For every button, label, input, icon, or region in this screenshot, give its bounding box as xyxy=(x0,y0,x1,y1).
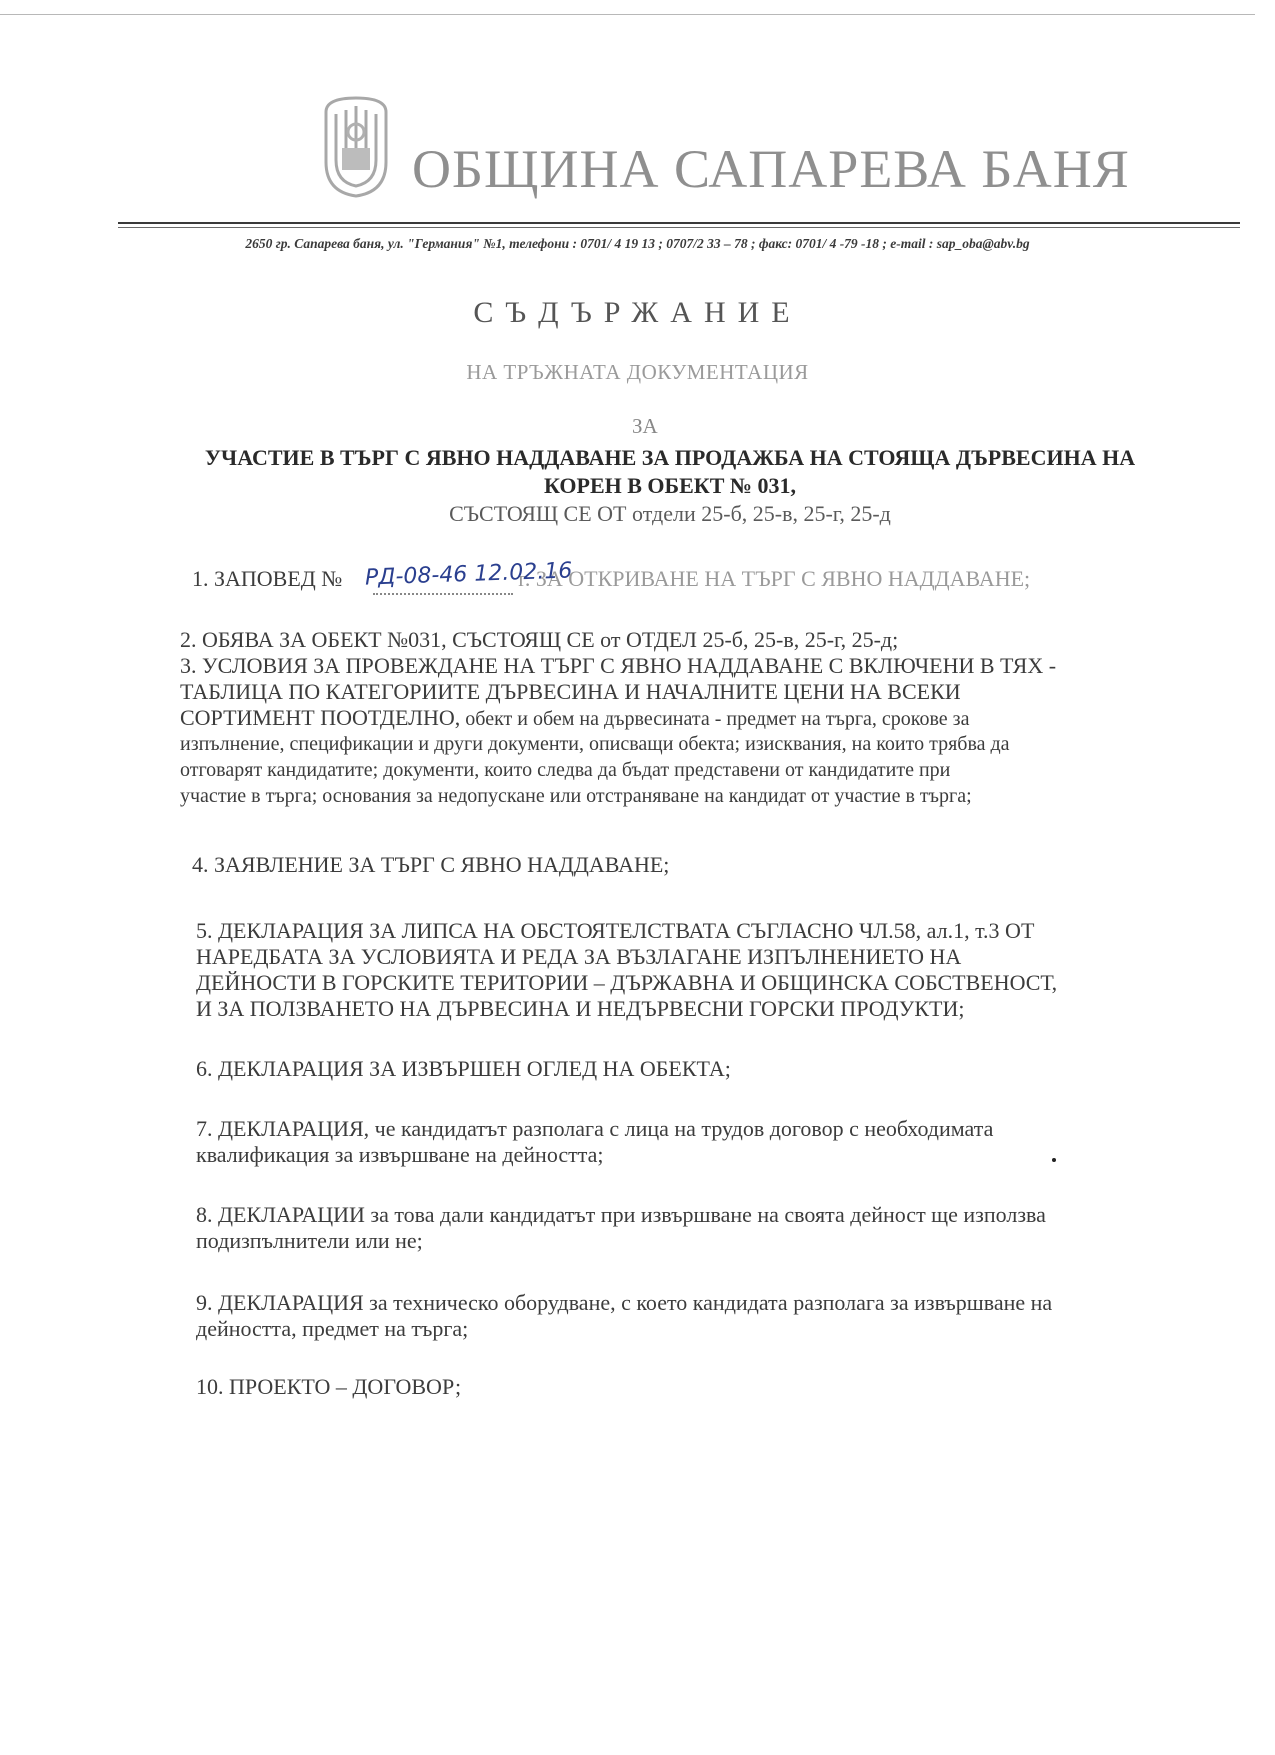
list-item-8-line-1: 8. ДЕКЛАРАЦИИ за това дали кандидатът при извършване на своята дейност ще използва xyxy=(196,1202,1046,1227)
list-item-3-line-6: участие в търга; основания за недопускане или отстраняване на кандидат от участие в търга; xyxy=(180,785,972,807)
list-item-5-line-1: 5. ДЕКЛАРАЦИЯ ЗА ЛИПСА НА ОБСТОЯТЕЛСТВАТА СЪГЛАСНО ЧЛ.58, ал.1, т.3 ОТ xyxy=(196,918,1035,943)
list-item-9-line-2: дейността, предмет на търга; xyxy=(196,1316,469,1341)
pen-mark xyxy=(1052,1158,1056,1162)
list-item-5-line-2: НАРЕДБАТА ЗА УСЛОВИЯТА И РЕДА ЗА ВЪЗЛАГАНЕ ИЗПЪЛНЕНИЕТО НА xyxy=(196,944,962,969)
item-1-prefix: 1. ЗАПОВЕД № xyxy=(192,566,343,591)
list-item-3-line-3 xyxy=(180,705,969,732)
list-item-3-line-2: ТАБЛИЦА ПО КАТЕГОРИИТЕ ДЪРВЕСИНА И НАЧАЛНИТЕ ЦЕНИ НА ВСЕКИ xyxy=(180,679,961,704)
handwritten-order-number: РД-08-46 12.02.16 xyxy=(364,558,573,591)
list-item-3-line-4: изпълнение, спецификации и други документи, описващи обекта; изисквания, на които трябва да xyxy=(180,733,1010,755)
heading-line-3: СЪСТОЯЩ СЕ ОТ отдели 25-б, 25-в, 25-г, 25-д xyxy=(449,501,891,526)
municipality-name: ОБЩИНА САПАРЕВА БАНЯ xyxy=(412,139,1130,199)
list-item-7-line-1: 7. ДЕКЛАРАЦИЯ, че кандидатът разполага с лица на трудов договор с необходимата xyxy=(196,1116,994,1141)
list-item-6: 6. ДЕКЛАРАЦИЯ ЗА ИЗВЪРШЕН ОГЛЕД НА ОБЕКТА; xyxy=(196,1056,731,1081)
list-item-1 xyxy=(192,566,1030,592)
document-subtitle: НА ТРЪЖНАТА ДОКУМЕНТАЦИЯ xyxy=(466,360,809,384)
tender-heading xyxy=(120,444,1220,528)
list-item-5-line-4: И ЗА ПОЛЗВАНЕТО НА ДЪРВЕСИНА И НЕДЪРВЕСНИ ГОРСКИ ПРОДУКТИ; xyxy=(196,996,965,1021)
item-3-object-volume: обект и обем на дървесината - предмет на търга, срокове за xyxy=(460,708,970,730)
contact-address: 2650 гр. Сапарева баня, ул. "Германия" №1, телефони : 0701/ 4 19 13 ; 0707/2 33 – 78 ; факс: 0701/ 4 -79 -18 ; e-mail : sap_oba@abv.bg xyxy=(245,236,1030,251)
fill-in-dots xyxy=(373,593,513,595)
document-title: СЪДЪРЖАНИЕ xyxy=(473,296,802,329)
za-label: ЗА xyxy=(632,414,658,438)
item-3-sortiment: СОРТИМЕНТ ПООТДЕЛНО, xyxy=(180,705,461,730)
heading-line-2: КОРЕН В ОБЕКТ № 031, xyxy=(544,473,796,498)
heading-line-1: УЧАСТИЕ В ТЪРГ С ЯВНО НАДДАВАНЕ ЗА ПРОДАЖБА НА СТОЯЩА ДЪРВЕСИНА НА xyxy=(204,445,1136,470)
list-item-7-line-2: квалификация за извършване на дейността; xyxy=(196,1142,604,1167)
header-divider xyxy=(118,222,1240,224)
list-item-9-line-1: 9. ДЕКЛАРАЦИЯ за техническо оборудване, с което кандидата разполага за извършване на xyxy=(196,1290,1053,1315)
list-item-3-line-1: 3. УСЛОВИЯ ЗА ПРОВЕЖДАНЕ НА ТЪРГ С ЯВНО НАДДАВАНЕ С ВКЛЮЧЕНИ В ТЯХ - xyxy=(180,653,1057,678)
list-item-5-line-3: ДЕЙНОСТИ В ГОРСКИТЕ ТЕРИТОРИИ – ДЪРЖАВНА И ОБЩИНСКА СОБСТВЕНОСТ, xyxy=(196,970,1058,995)
header-divider-thin xyxy=(118,227,1240,228)
list-item-2: 2. ОБЯВА ЗА ОБЕКТ №031, СЪСТОЯЩ СЕ от ОТДЕЛ 25-б, 25-в, 25-г, 25-д; xyxy=(180,627,899,652)
list-item-4: 4. ЗАЯВЛЕНИЕ ЗА ТЪРГ С ЯВНО НАДДАВАНЕ; xyxy=(192,852,670,877)
item-1-suffix: г. ЗА ОТКРИВАНЕ НА ТЪРГ С ЯВНО НАДДАВАНЕ; xyxy=(518,566,1031,591)
list-item-8-line-2: подизпълнители или не; xyxy=(196,1228,423,1253)
list-item-10: 10. ПРОЕКТО – ДОГОВОР; xyxy=(196,1374,462,1399)
coat-of-arms-icon xyxy=(312,92,400,200)
list-item-3-line-5: отговарят кандидатите; документи, които следва да бъдат представени от кандидатите при xyxy=(180,759,951,781)
top-scan-edge xyxy=(0,14,1255,15)
